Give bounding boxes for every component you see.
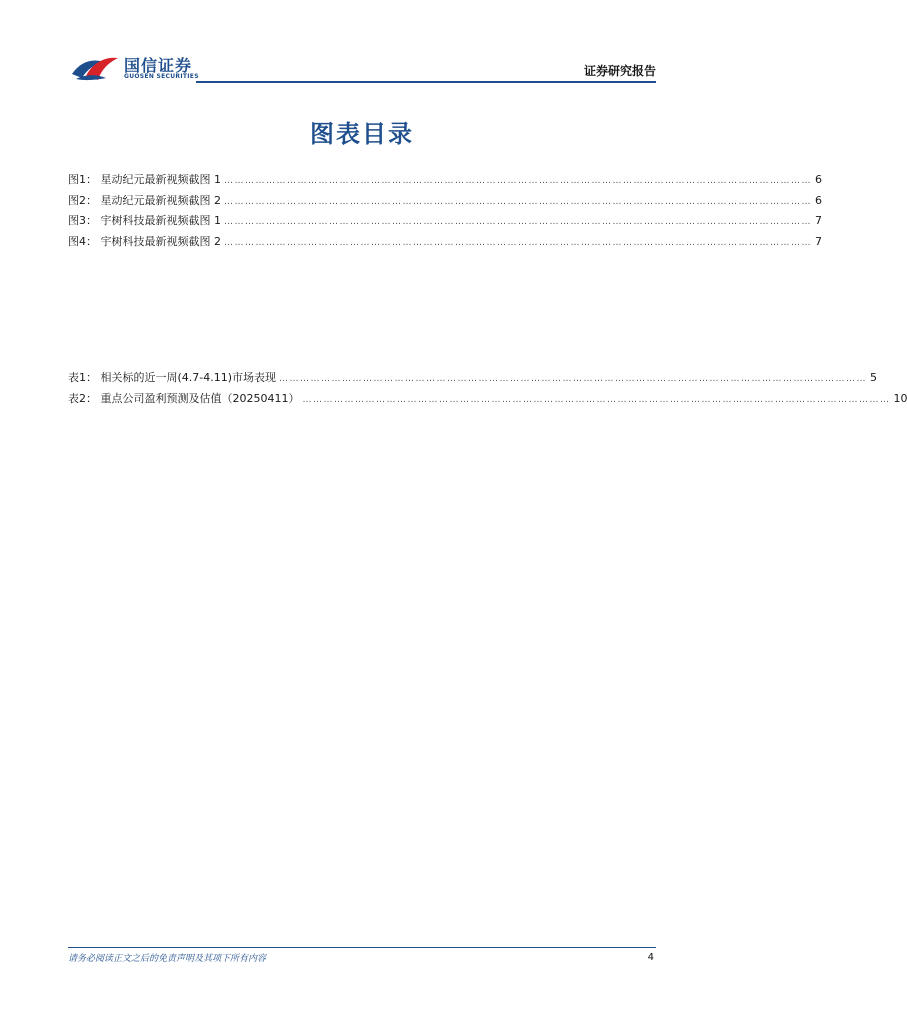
toc-entry-table-2[interactable] bbox=[68, 390, 907, 411]
toc-entry-page: 7 bbox=[815, 234, 822, 248]
company-logo bbox=[70, 50, 200, 84]
toc-entry-page: 6 bbox=[815, 193, 822, 207]
dot-leader: …………………………………………………………………………………………………………………………………………………… bbox=[224, 217, 812, 227]
figure-list bbox=[68, 171, 822, 253]
page-title: 图表目录 bbox=[310, 120, 414, 148]
toc-entry-page: 7 bbox=[815, 214, 822, 227]
dot-leader: …………………………………………………………………………………………………………………………………………………… bbox=[224, 237, 812, 248]
toc-entry-label: 图2： 星动纪元最新视频截图 2 bbox=[68, 193, 221, 207]
toc-entry-label: 图4： 宇树科技最新视频截图 2 bbox=[68, 234, 221, 248]
toc-entry-label: 表1： 相关标的近一周(4.7-4.11)市场表现 bbox=[68, 371, 277, 384]
toc-entry-table-1[interactable] bbox=[68, 369, 878, 390]
toc-entry-figure-4[interactable] bbox=[68, 233, 822, 254]
footer-divider bbox=[68, 947, 656, 948]
toc-entry-label: 图3： 宇树科技最新视频截图 1 bbox=[68, 214, 221, 227]
toc-entry-figure-1[interactable] bbox=[68, 171, 822, 192]
header-divider bbox=[196, 81, 656, 83]
toc-entry-page: 5 bbox=[870, 371, 878, 384]
toc-entry-label: 表2： 重点公司盈利预测及估值（20250411） bbox=[68, 391, 300, 405]
dot-leader: …………………………………………………………………………………………………………………………………………………… bbox=[224, 176, 812, 186]
logo-chinese-name: 国信证券 bbox=[124, 56, 193, 75]
report-type-label: 证券研究报告 bbox=[583, 64, 656, 78]
toc-entry-page: 10 bbox=[893, 391, 907, 405]
logo-english-name: GUOSEN SECURITIES bbox=[124, 73, 199, 80]
guosen-logo-icon bbox=[70, 52, 120, 82]
footer-disclaimer: 请务必阅读正文之后的免责声明及其项下所有内容 bbox=[68, 954, 267, 964]
dot-leader: …………………………………………………………………………………………………………………………………………………… bbox=[279, 374, 868, 384]
toc-entry-figure-3[interactable] bbox=[68, 212, 822, 233]
table-list bbox=[68, 369, 907, 410]
toc-entry-figure-2[interactable] bbox=[68, 192, 822, 213]
page-number: 4 bbox=[647, 952, 654, 963]
dot-leader: …………………………………………………………………………………………………………………………………………………… bbox=[302, 394, 891, 405]
toc-entry-page: 6 bbox=[815, 173, 822, 186]
toc-entry-label: 图1： 星动纪元最新视频截图 1 bbox=[68, 173, 221, 186]
dot-leader: …………………………………………………………………………………………………………………………………………………… bbox=[224, 196, 812, 207]
